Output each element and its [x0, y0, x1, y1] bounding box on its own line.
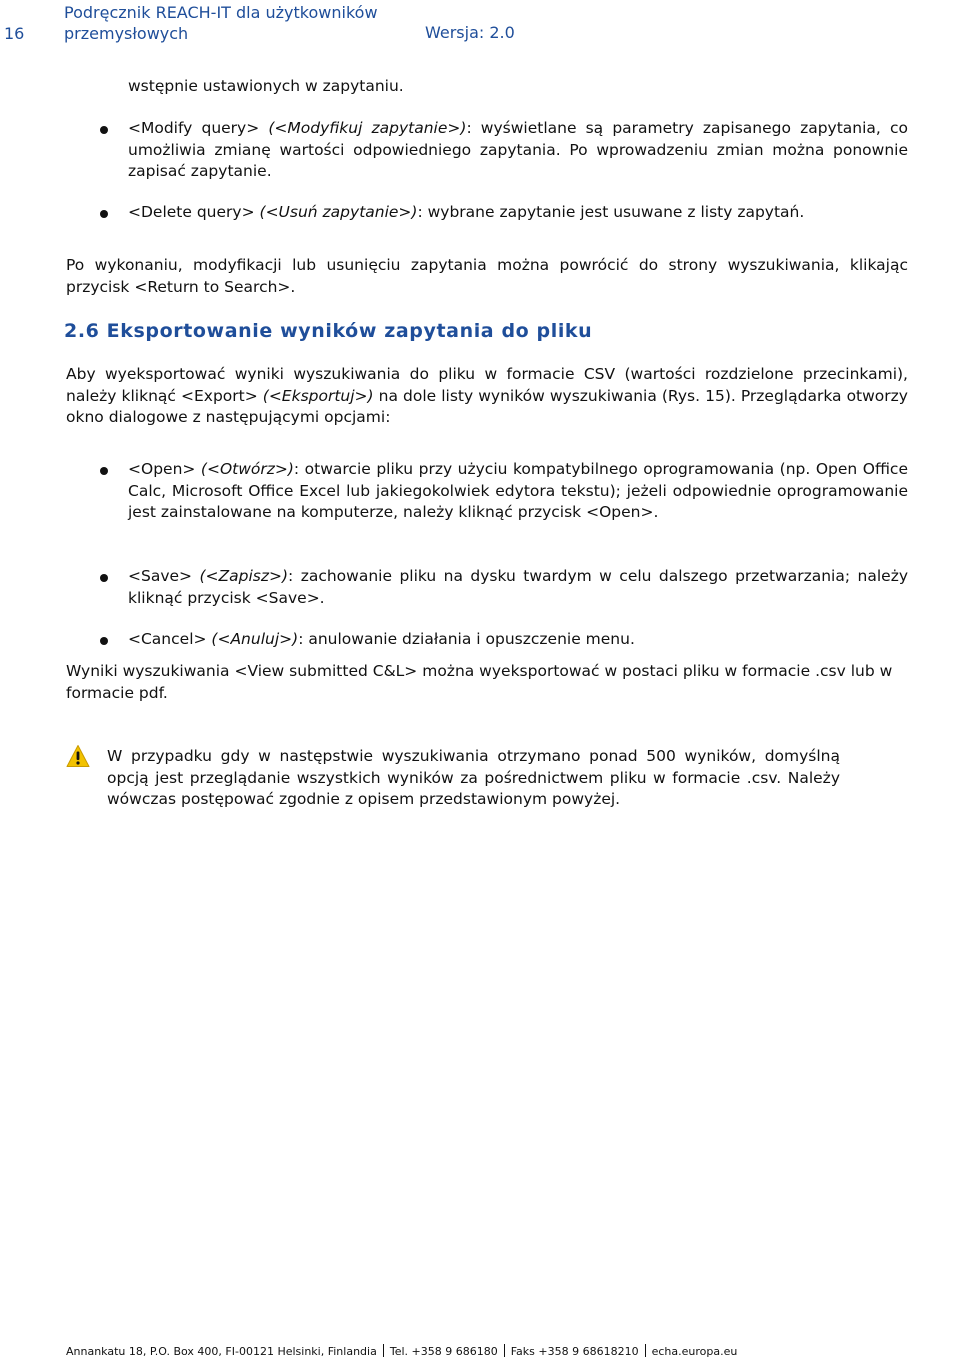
open-translation: (<Otwórz>) — [200, 460, 294, 478]
results-paragraph: Wyniki wyszukiwania <View submitted C&L> można wyeksportować w postaci pliku w formacie .csv lub w formacie pdf. — [66, 662, 893, 702]
page-number: 16 — [4, 24, 25, 43]
intro-line: wstępnie ustawionych w zapytaniu. — [128, 77, 404, 95]
open-code: <Open> — [128, 460, 196, 478]
bullet-icon — [100, 467, 108, 475]
list-item-cancel — [128, 629, 908, 651]
save-code: <Save> — [128, 567, 193, 585]
document-title: Podręcznik REACH-IT dla użytkowników przemysłowych — [64, 3, 378, 43]
export-paragraph — [66, 364, 908, 429]
footer-divider — [645, 1344, 646, 1357]
warning-note: W przypadku gdy w następstwie wyszukiwania otrzymano ponad 500 wyników, domyślną opcją jest przeglądanie wszystkich wyników za pośrednictwem pliku w formacie .csv. Należy wówczas postępować zgodnie z opisem przedstawionym powyżej. — [107, 747, 840, 808]
footer-divider — [383, 1344, 384, 1357]
bullet-icon — [100, 574, 108, 582]
footer-phone: Tel. +358 9 686180 — [389, 1345, 498, 1358]
delete-translation: (<Usuń zapytanie>) — [259, 203, 418, 221]
list-item-open — [128, 459, 908, 524]
delete-code: <Delete query> — [128, 203, 255, 221]
footer-address: Annankatu 18, P.O. Box 400, FI-00121 Helsinki, Finlandia — [66, 1345, 377, 1358]
cancel-code: <Cancel> — [128, 630, 207, 648]
footer-divider — [504, 1344, 505, 1357]
delete-text: : wybrane zapytanie jest usuwane z listy zapytań. — [417, 203, 805, 221]
list-item-save — [128, 566, 908, 609]
document-version: Wersja: 2.0 — [425, 23, 515, 42]
page-header — [0, 0, 960, 48]
save-translation: (<Zapisz>) — [199, 567, 289, 585]
after-paragraph: Po wykonaniu, modyfikacji lub usunięciu zapytania można powrócić do strony wyszukiwania, klikając przycisk <Return to Search>. — [66, 256, 908, 296]
open-text: : otwarcie pliku przy użyciu kompatybilnego oprogramowania (np. Open Office Calc, Microsoft Office Excel lub jakiegokolwiek edytora tekstu); jeżeli odpowiednie oprogramowanie jest zainstalowane na komputerze, należy kliknąć przycisk <Open>. — [128, 460, 908, 521]
modify-code: <Modify query> — [128, 119, 260, 137]
export-translation: (<Eksportuj>) — [262, 386, 374, 405]
modify-translation: (<Modyfikuj zapytanie>) — [268, 119, 467, 137]
save-text: : zachowanie pliku na dysku twardym w celu dalszego przetwarzania; należy kliknąć przycisk <Save>. — [128, 567, 908, 607]
list-item-delete — [128, 202, 918, 224]
footer-website: echa.europa.eu — [651, 1345, 738, 1358]
list-item-modify — [128, 118, 908, 183]
modify-text: : wyświetlane są parametry zapisanego zapytania, co umożliwia zmianę wartości odpowiedniego zapytania. Po wprowadzeniu zmian można ponownie zapisać zapytanie. — [128, 119, 908, 180]
bullet-icon — [100, 210, 108, 218]
bullet-icon — [100, 637, 108, 645]
bullet-icon — [100, 126, 108, 134]
section-heading: 2.6 Eksportowanie wyników zapytania do pliku — [64, 320, 593, 342]
cancel-text: : anulowanie działania i opuszczenie menu. — [298, 630, 635, 648]
export-text-2: na dole listy wyników wyszukiwania (Rys. 15). Przeglądarka otworzy okno dialogowe z następującymi opcjami: — [66, 386, 908, 426]
warning-triangle-icon — [66, 744, 90, 768]
cancel-translation: (<Anuluj>) — [211, 630, 299, 648]
page-footer — [66, 1344, 737, 1358]
footer-fax: Faks +358 9 68618210 — [510, 1345, 639, 1358]
export-text-1: Aby wyeksportować wyniki wyszukiwania do pliku w formacie CSV (wartości rozdzielone przecinkami), należy kliknąć <Export> — [66, 365, 908, 405]
